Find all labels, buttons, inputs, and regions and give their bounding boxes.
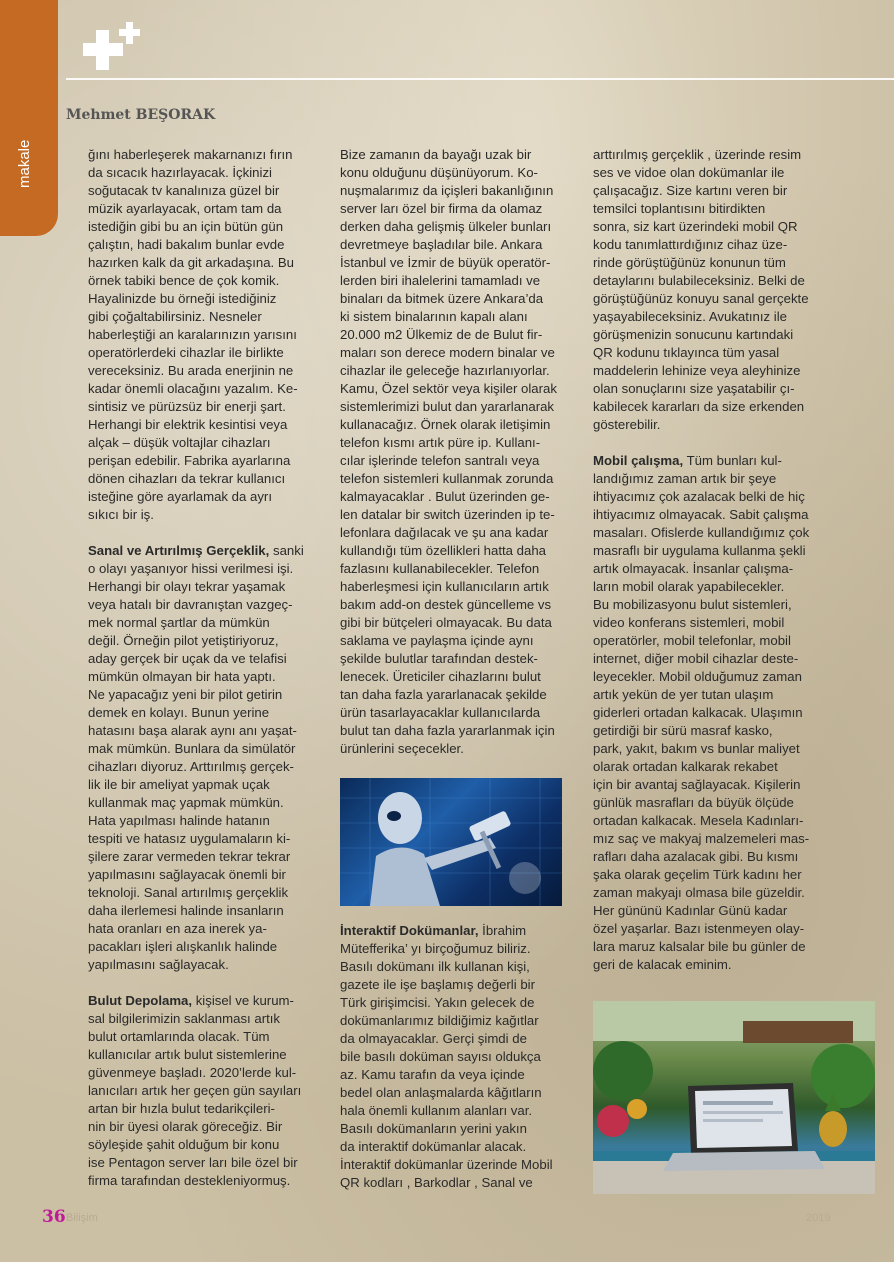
page-number: 36	[42, 1207, 66, 1227]
section-heading: Sanal ve Artırılmış Gerçeklik,	[88, 543, 270, 558]
paragraph	[593, 452, 825, 974]
plus-icon	[80, 22, 150, 72]
column-2	[340, 146, 574, 758]
paragraph: ğını haberleşerek makarnanızı fırın da sıcacık hazırlayacak. İçkinizi soğutacak tv kanalınıza güzel bir müzik ayarlayacak, ortam tam da istediğin gibi bu an için bütün gün çalıştın, hadi bakalım bunlar evde hazırken kalk da git arkadaşına. Bu örnek tabiki bence de çok komik. Hayalinizde bu örneği istediğiniz gibi çoğaltabilirsiniz. Nesneler haberleştiği an karalarınızın yarısını operatörlerdeki cihazlar ile birlikte vereceksiniz. Bu arada enerjinin ne kadar önemli olacağını yazalım. Ke- sintisiz ve pürüzsüz bir enerji şart. Herhangi bir elektrik kesintisi veya alçak – düşük voltajlar cihazları perişan edebilir. Fabrika ayarlarına dönen cihazları da tekrar kullanıcı isteğine göre ayarlamak da ayrı sıkıcı bir iş.	[88, 147, 298, 522]
paragraph	[340, 922, 574, 1192]
paragraph-text: sanki o olayı yaşanıyor hissi verilmesi işi. Herhangi bir olayı tekrar yaşamak veya hatalı bir davranıştan vazgeç- mek normal şartlar da mümkün değil. Örneğin pilot yetiştiriyoruz, aday gerçek bir uçak da ve telafisi mümkün olmayan bir hata yaptı. Ne yapacağız yeni bir pilot getirin demek en kolayı. Bunun yerine hatasını başa alarak aynı anı yaşat- mak mümkün. Bunlara da simülatör cihazları diyoruz. Arttırılmış gerçek- lik ile bir ameliyat yapmak uçak kullanmak maç yapmak mümkün. Hata yapılması halinde hatanın tespiti ve hatasız uygulamaların ki- şilere zarar vermeden tekrar tekrar yapılmasını sağlayacak önemli bir teknoloji. Sanal artırılmış gerçeklik daha ilerlemesi halinde insanların hata oranları en aza inerek ya- pacakları işleri alışkanlık halinde yapılmasını sağlayacak.	[88, 543, 304, 972]
section-tab	[0, 0, 58, 236]
issue-date: 2019	[806, 1212, 831, 1224]
paragraph: arttırılmış gerçeklik , üzerinde resim ses ve vidoe olan dokümanlar ile çalışacağız. Size kartını veren bir temsilci toplantısını bitirdikten sonra, siz kart üzerindeki mobil QR kodu tanımlattırdığınız cihaz üze- rinde görüştüğünüz konunun tüm detaylarını bulabileceksiniz. Belki de görüştüğünüz konuyu sanal gerçekte yaşayabileceksiniz. Avukatınız ile görüşmenizin sonucunu kartındaki QR kodunu tıklayınca tüm yasal maddelerin lehinize veya aleyhinize olan sonuçlarını size yaşatabilir çı- kabilecek kararları da size erkenden gösterebilir.	[593, 147, 809, 432]
magazine-name: Bilişim	[66, 1212, 98, 1224]
paragraph: Bize zamanın da bayağı uzak bir konu olduğunu düşünüyorum. Ko- nuşmalarımız da içişleri bakanlığının server ları özel bir firma da olamaz derken daha gelişmiş ülkeler bunları devretmeye başladılar bile. Ankara İstanbul ve İzmir de büyük operatör- lerden biri ihalelerini tamamladı ve binaları da bitmek üzere Ankara’da ki sistem binalarının kapalı alanı 20.000 m2 Ülkemiz de de Bulut fir- maları son derece modern binalar ve cihazlar ile geleceğe hazırlanıyorlar. Kamu, Özel sektör veya kişiler olarak sistemlerimizi bulut dan yararlanarak kullanacağız. Örnek olarak iletişimin telefon kısmı artık püre ip. Kullanı- cılar işlerinde telefon santralı veya telefon sistemleri kullanmak zorunda kalmayacaklar . Bulut üzerinden ge- len datalar bir switch üzerinden ip te- lefonlara dağılacak ve şu ana kadar kullandığı tüm özellikleri hatta daha fazlasını kullanabilecekler. Telefon haberleşmesi için kullanıcıların artık bakım add-on destek güncelleme vs gibi bir bütçeleri olmayacak. Bu data saklama ve paylaşma içinde aynı şekilde bulutlar tarafından destek- lenecek. Üreticiler cihazlarını bulut tan daha fazla yararlanacak şekilde ürün tasarlayacaklar kullanıcılarda bulut tan daha fazla yararlanmak için ürünlerini seçecekler.	[340, 147, 557, 756]
column-2-lower	[340, 922, 574, 1192]
laptop-garden-image	[593, 1001, 875, 1194]
column-1	[88, 146, 320, 1190]
section-tab-label: makale	[16, 139, 33, 188]
header-rule	[66, 78, 894, 80]
section-heading: Bulut Depolama,	[88, 993, 193, 1008]
paragraph-text: kişisel ve kurum- sal bilgilerimizin saklanması artık bulut ortamlarında olacak. Tüm kullanıcılar artık bulut sistemlerine güvenmeye başladı. 2020’lerde kul- lanıcıları artık her geçen gün sayıları artan bir hızla bulut tedarikçileri- nin bir üyesi olarak göreceğiz. Bir söyleşide şahit olduğum bir konu ise Pentagon server ları bile özel bir firma tarafından destekleniyormuş.	[88, 993, 302, 1188]
paragraph	[88, 542, 320, 974]
robot-judge-image	[340, 778, 562, 906]
section-heading: İnteraktif Dokümanlar,	[340, 923, 479, 938]
paragraph-text: Tüm bunları kul- landığımız zaman artık bir şeye ihtiyacımız çok azalacak belki de hiç ihtiyacımız olmayacak. Sabit çalışma masaları. Ofislerde kullandığımız çok masraflı bir uygulama kullanma şekli artık olmayacak. İnsanlar çalışma- ların mobil olarak yapabilecekler. Bu mobilizasyonu bulut sistemleri, video konferans sistemleri, mobil operatörler, mobil telefonlar, mobil internet, diğer mobil cihazlar deste- leyecekler. Mobil olduğumuz zaman artık yekün de yer tutan ulaşım giderleri ortadan kalkacak. Ulaşımın getirdiği bir sürü masraf kasko, park, yakıt, bakım vs bunlar maliyet olarak ortadan kalkarak rekabet için bir avantaj sağlayacak. Kişilerin günlük masrafları da büyük ölçüde ortadan kalkacak. Mesela Kadınları- mız saç ve makyaj malzemeleri mas- rafları daha azalacak gibi. Bu kısmı şaka olarak geçelim Türk kadını her zaman makyajı olmasa bile güzeldir. Her gününü Kadınlar Günü kadar özel yaşarlar. Bazı istenmeyen olay- lara maruz kalsalar bile bu günler de geri de kalacak eminim.	[593, 453, 810, 972]
section-heading: Mobil çalışma,	[593, 453, 684, 468]
paragraph-text: İbrahim Mütefferika’ yı birçoğumuz biliriz. Basılı dokümanı ilk kullanan kişi, gazete ile işe başlamış değerli bir Türk girişimcisi. Yakın gelecek de dokümanlarımız bildiğimiz kağıtlar da olmayacaklar. Gerçi şimdi de bile basılı doküman sayısı oldukça az. Kamu tarafın da veya içinde bedel olan anlaşmalarda kâğıtların hala önemli kullanım alanları var. Basılı dokümanların yerini yakın da interaktif dokümanlar alacak. İnteraktif dokümanlar üzerinde Mobil QR kodları , Barkodlar , Sanal ve	[340, 923, 553, 1190]
paragraph	[88, 992, 320, 1190]
author-name: Mehmet BEŞORAK	[66, 107, 216, 123]
column-3	[593, 146, 825, 974]
